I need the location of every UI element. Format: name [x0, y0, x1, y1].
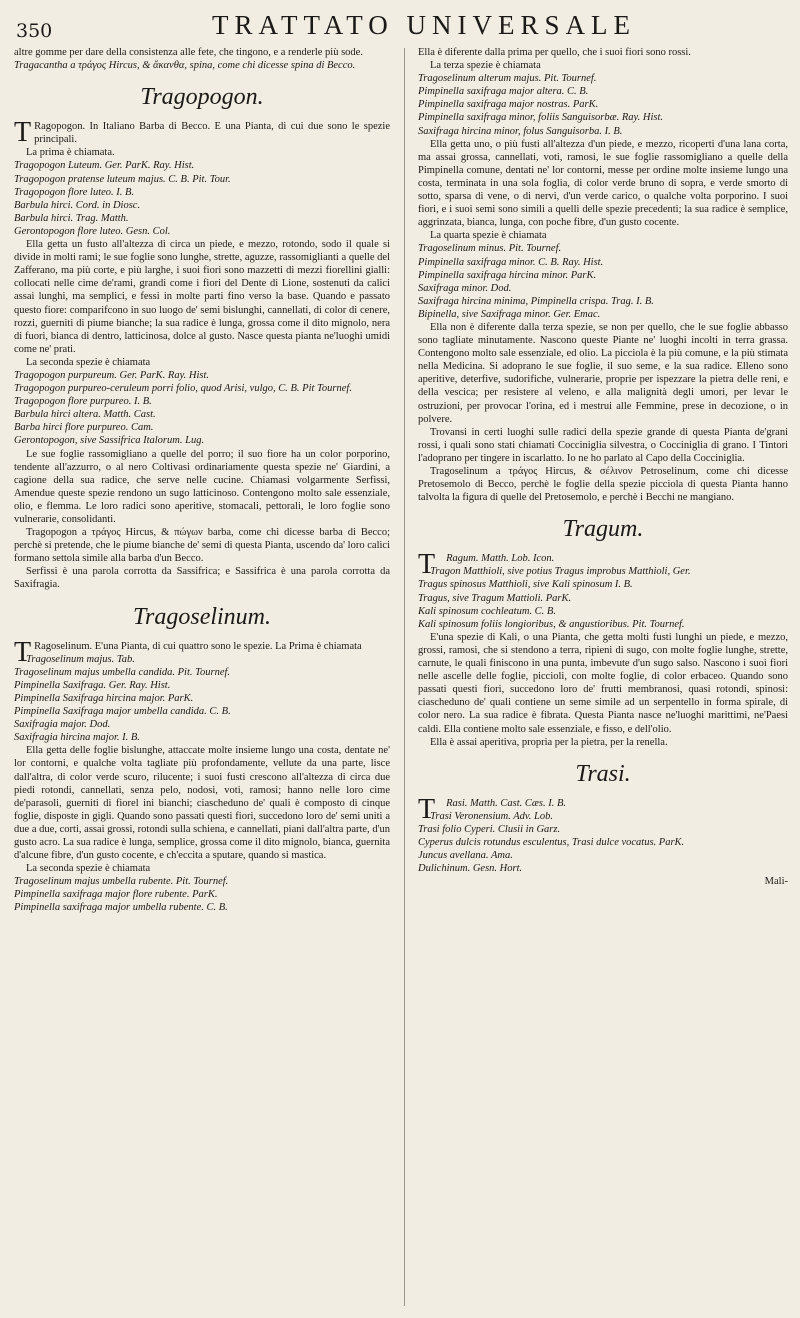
- synonym: Tragopogon flore luteo. I. B.: [14, 186, 135, 198]
- synonym: Ragum. Matth. Lob. Icon.: [446, 553, 555, 565]
- section-heading-trasi: Trasi.: [575, 760, 631, 787]
- synonym: Pimpinella Saxifraga major umbella candida. C. B.: [14, 706, 231, 718]
- synonym: Tragopogon pratense luteum majus. C. B. Pit. Tour.: [14, 173, 231, 185]
- section-heading-tragopogon: Tragopogon.: [140, 84, 264, 111]
- synonym: Cyperus dulcis rotundus esculentus, Trasi dulce vocatus. ParK.: [418, 836, 685, 848]
- right-column: [418, 46, 788, 1310]
- synonym: Pimpinella saxifraga major umbella rubente. C. B.: [14, 902, 228, 914]
- synonym: Barbula hirci. Trag. Matth.: [14, 212, 129, 224]
- page-number: 350: [16, 20, 53, 42]
- tragopogon-description: Ella getta un fusto all'altezza di circa un piede, e mezzo, rotondo, sodo il quale si divide in molti rami; le sue foglie sono lunghe, strette, aguzze, rassomiglianti a quelle del Zafferano, ma più corte, e più larghe, i suoi fiori sono mazzetti di mezzi fiorellini gialli: collocati nelle cime de'rami, grandi come i fiori del Dente di Lione, sostenuti da calici assai lunghi, ma semplici, e fessi in molte parti fino verso la base. Quando e passato questo fiore: comparifcono in suo luogo de' semi bislunghi, cannellati, di color di cenere, rozzi, guerniti di piume bianche; la sua radice è lunga, grossa come il dito mignolo, nera di fuori, bianca di dentro, latticinosa, dolce al gusto. Nasce questa pianta ne'luoghi umidi come ne' prati.: [14, 239, 390, 355]
- drop-cap: T: [14, 117, 32, 149]
- synonym: Tragopogon purpureo-ceruleum porri folio, quod Arisi, vulgo, C. B. Pit Tournef.: [14, 383, 352, 395]
- drop-cap: T: [418, 549, 436, 581]
- synonym: Pimpinella saxifraga hircina minor. ParK.: [418, 269, 597, 281]
- tragopogon-etymology: Tragopogon a τράγος Hircus, & πώγων barba, come chi dicesse barba di Becco; perchè si pretende, che le piume bianche de' semi di questa Pianta, uscendo da' loro calici formano settola simile alla barba d'un Becco.: [14, 527, 390, 565]
- running-head: TRATTATO UNIVERSALE: [211, 10, 637, 40]
- section-heading-tragoselinum: Tragoselinum.: [132, 603, 272, 630]
- synonym: Pimpinella saxifraga major nostras. ParK.: [418, 99, 599, 111]
- synonym: Saxifragia major. Dod.: [14, 719, 111, 731]
- tragoselinum-terza: La terza spezie è chiamata: [430, 60, 541, 72]
- synonym: Tragoselinum majus umbella candida. Pit. Tournef.: [14, 666, 231, 678]
- tragoselinum-quarta: La quarta spezie è chiamata: [430, 230, 547, 242]
- etymology-tragacantha: Tragacantha a τράγος Hircus, & ἄκανθα, spina, come chi dicesse spina di Becco.: [14, 60, 356, 72]
- synonym: Trasi Veronensium. Adv. Lob.: [430, 810, 554, 822]
- serfissi-note: Serfissi è una parola corrotta da Sassifrica; e Sassifrica è una parola corrotta da Saxifragia.: [14, 566, 390, 591]
- synonym: Tragopogon purpureum. Ger. ParK. Ray. Hist.: [14, 369, 210, 381]
- synonym: Tragus spinosus Matthioli, sive Kali spinosum I. B.: [418, 579, 633, 591]
- synonym: Tragoselinum majus umbella rubente. Pit. Tournef.: [14, 876, 229, 888]
- synonym: Saxifraga minor. Dod.: [418, 282, 512, 294]
- tragoselinum-description-3: Ella getta uno, o più fusti all'altezza d'un piede, e mezzo, ricoperti d'una lana corta, ma assai grossa, cannellati, voti, ramosi, le sue foglie rassomigliano a quelle della Pimpinella comune, dentati ne' lor contorni, messe per ordine molte insieme lungo una costa, terminata in una sola foglia, di color verde bruno di sopra, e verde smorto di sotto, sparsa di vene, o di nervi, d'un verde carico, o qualche volta porporino. I suoi fiori, e i suoi semi sono simili a quelli delle spezie precedenti; la sua radice è semplice, aggrinzata, bianca, lunga, con poche fibre, d'un gusto cocente.: [418, 138, 788, 229]
- synonym: Gerontopogon, sive Sassifrica Italorum. Lug.: [14, 435, 205, 447]
- tragoselinum-etymology: Tragoselinum a τράγος Hircus, & σέλινον Petroselinum, come chi dicesse Pretosemolo di Becco, perchè le foglie della spezie picciola di questa Pianta hanno talvolta la figura di quelle del Pretosemolo, e perchè i Becchi ne mangiano.: [418, 466, 788, 504]
- synonym: Barbula hirci altera. Matth. Cast.: [14, 409, 156, 421]
- synonym: Tragon Matthioli, sive potius Tragus improbus Matthioli, Ger.: [430, 566, 691, 578]
- synonym: Pimpinella saxifraga minor. C. B. Ray. Hist.: [418, 256, 604, 268]
- page-header: [14, 10, 788, 44]
- synonym: Tragus, sive Tragum Mattioli. ParK.: [418, 592, 572, 604]
- paragraph: Ella è diferente dalla prima per quello, che i suoi fiori sono rossi.: [418, 47, 691, 58]
- synonym: Barbula hirci. Cord. in Diosc.: [14, 199, 141, 211]
- synonym: Tragoselinum minus. Pit. Tournef.: [418, 243, 562, 255]
- tragopogon-description-2: Le sue foglie rassomigliano a quelle del porro; il suo fiore ha un color porporino, tendente all'azzurro, o al nero Coltivasi ordinariamente questa spezie ne' Giardini, a cagione della sua radice, che serve nelle cucine. Chiamasi volgarmente Serfissi, Amendue queste spezie rendono un sugo latticinoso. Contengono molto sale essenziale, olio, e flemma. Le loro radici sono aperitive, stomacali, pettorali, le loro foglie sono vulnerarie, consolidanti.: [14, 448, 390, 525]
- tragum-description: E'una spezie di Kali, o una Pianta, che getta molti fusti lunghi un piede, e mezzo, grossi, ramosi, che si stendono a terra, ripieni di sugo, con molte foglie lunghe, strette, carnute, le quali finiscono in una punta, imbevute d'un sugo salso. Nascono i suoi fiori nelle ascelle delle foglie, piccioli, con molte foglie, di color erbaceo. Quando sono passati questi fiori, succedono loro de' frutti membranosi, quasi rotondi, spinosi: ciascheduno de' quali contiene un seme simile ad un serpentello in forma spirale, di color nero. La sua radice è fibrata. Questa Pianta nasce ne'luoghi marittimi, ne'Paesi caldi. Ella contiene molto sale essenziale, e fisso, e dell'olio.: [418, 631, 788, 735]
- synonym: Pimpinella saxifraga minor, foliis Sanguisorbæ. Ray. Hist.: [418, 112, 664, 124]
- synonym: Tragopogon flore purpureo. I. B.: [14, 396, 152, 408]
- synonym: Tragoselinum majus. Tab.: [26, 653, 135, 665]
- left-column: [14, 46, 390, 1310]
- drop-cap: T: [14, 636, 32, 668]
- synonym: Pimpinella saxifraga major flore rubente. ParK.: [14, 889, 218, 901]
- cocciniglia-note: Trovansi in certi luoghi sulle radici della spezie grande di questa Pianta de'grani rossi, i quali sono stati chiamati Cocciniglia silvestra, o Cocciniglia di grano. I Tintori l'adoprano per tingere in iscarlatto. Io ne ho parlato al Capo della Cocciniglia.: [418, 426, 788, 464]
- synonym: Gerontopogon flore luteo. Gesn. Col.: [14, 225, 171, 237]
- catchword: Mali-: [764, 876, 788, 888]
- tragopogon-seconda: La seconda spezie è chiamata: [26, 356, 151, 368]
- synonym: Pimpinella saxifraga major altera. C. B.: [418, 86, 589, 98]
- tragoselinum-seconda: La seconda spezie è chiamata: [26, 863, 151, 875]
- synonym: Tragopogon Luteum. Ger. ParK. Ray. Hist.: [14, 160, 195, 172]
- synonym: Saxifragia hircina major. I. B.: [14, 732, 140, 744]
- synonym: Juncus avellana. Ama.: [418, 850, 513, 862]
- intro-paragraph: altre gomme per dare della consistenza alle fete, che tingono, e a renderle più sode.: [14, 47, 363, 58]
- synonym: Barba hirci flore purpureo. Cam.: [14, 422, 154, 434]
- synonym: Rasi. Matth. Cast. Cæs. I. B.: [446, 797, 566, 809]
- tragopogon-lead-text: Ragopogon. In Italiano Barba di Becco. E una Pianta, di cui due sono le spezie principali.: [34, 121, 390, 146]
- synonym: Dulichinum. Gesn. Hort.: [418, 863, 523, 875]
- tragoselinum-description-4: Ella non è diferente dalla terza spezie, se non per quello, che le sue foglie abbasso sono tagliate minutamente. Nascono queste Piante ne' luoghi incolti in terra grassa. Contengono molto sale essenziale, ed olio. La picciola è la più comune, e la più stimata nella Medicina. Si adoprano le sue foglie, il suo seme, e la sua radice. Elleno sono aperitive, deterfive, sudorifiche, vulnerarie, proprie per ispezzare la pietra delle reni, e della vescica; per resistere al veleno, e alla malignità degli umori, per levar le ostruzioni, per provocar l'orina, ed i mestrui alle Femmine, prese in decozione, o in polvere.: [418, 321, 788, 425]
- column-divider: [404, 48, 405, 1306]
- tragum-description-2: Ella è assai aperitiva, propria per la pietra, per la renella.: [430, 736, 668, 748]
- tragoselinum-description: Ella getta delle foglie bislunghe, attaccate molte insieme lungo una costa, dentate ne' lor contorni, e qualche volta tagliate più profondamente, vellute da una parte, lisce dall'altra, di color verde scuro, rilucente; i suoi fusti crescono all'altezza di circa due piedi rotondi, cannellati, senza pelo, nodosi, voti, ramosi; hanno nelle loro cime de'parasoli, guerniti di fiorel ini bianchi; ciascheduno de' quali è composto di cinque foglie, disposte in gigli. Quando sono passati questi fiori, succedono loro de' semi uniti a due a due, corti, assai grossi, rotondi sulla schiena, e cannellati, piani dall'altra parte, d'un gusto acro. La sua radice è lunga, semplice, grossa come il dito mignolo, bianca, guernita d'alcune fibre, d'un gusto cocente, e ch'eccita a sputare, quando si mastica.: [14, 745, 390, 862]
- synonym: Saxifraga hircina minima, Pimpinella crispa. Trag. I. B.: [418, 295, 654, 307]
- synonym: Kali spinosum cochleatum. C. B.: [418, 605, 556, 617]
- synonym: Saxifraga hircina minor, folus Sanguisorba. I. B.: [418, 125, 623, 137]
- drop-cap: T: [418, 793, 436, 825]
- tragoselinum-lead-text: Ragoselinum. E'una Pianta, di cui quattro sono le spezie. La Prima è chiamata: [34, 640, 362, 652]
- synonym: Trasi folio Cyperi. Clusii in Garz.: [418, 823, 561, 835]
- synonym: Pimpinella Saxifraga hircina major. ParK.: [14, 692, 194, 704]
- synonym: Kali spinosum foliis longioribus, & angustioribus. Pit. Tournef.: [418, 618, 685, 630]
- tragopogon-prima: La prima è chiamata.: [26, 147, 115, 159]
- synonym: Tragoselinum alterum majus. Pit. Tournef.: [418, 73, 597, 85]
- section-heading-tragum: Tragum.: [562, 516, 644, 543]
- tragopogon-lead: [14, 117, 390, 149]
- synonym: Pimpinella Saxifraga. Ger. Ray. Hist.: [14, 679, 171, 691]
- synonym: Bipinella, sive Saxifraga minor. Ger. Emac.: [418, 308, 601, 320]
